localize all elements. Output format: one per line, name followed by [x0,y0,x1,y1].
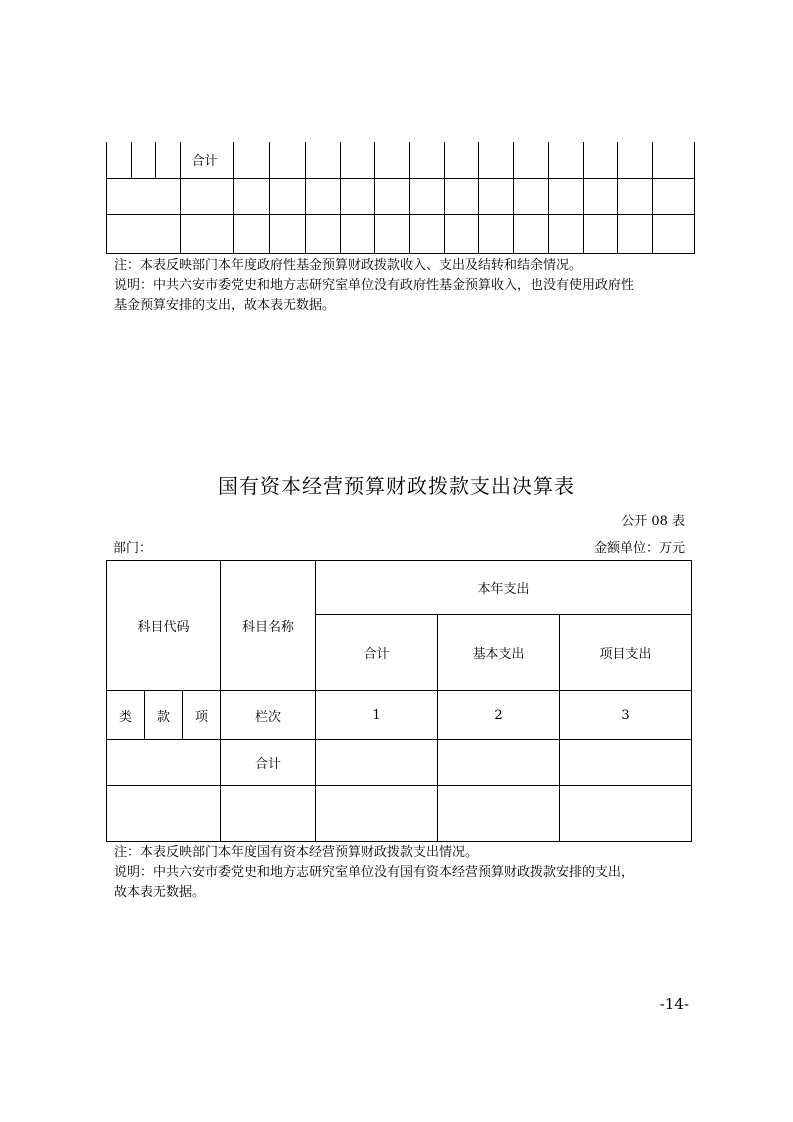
header-current-year-expense: 本年支出 [316,561,692,615]
table-desc-line1: 说明：中共六安市委党史和地方志研究室单位没有国有资本经营预算财政拨款安排的支出， [114,865,635,880]
col-3: 3 [560,691,692,740]
table-desc-line2: 故本表无数据。 [114,885,206,900]
cat-kuan: 款 [145,691,183,740]
unit-label: 金额单位：万元 [593,541,685,556]
form-code: 公开 08 表 [621,514,685,529]
prev-table-desc-line2: 基金预算安排的支出，故本表无数据。 [114,298,336,313]
header-basic-expense: 基本支出 [438,615,560,691]
total-row-label: 合计 [221,740,316,786]
table-note: 注：本表反映部门本年度国有资本经营预算财政拨款支出情况。 [114,845,479,860]
table-row [107,691,692,740]
table-row [107,740,692,786]
header-subject-code: 科目代码 [107,561,221,691]
col-1: 1 [316,691,438,740]
table-row [107,142,695,178]
col-2: 2 [438,691,560,740]
page-title: 国有资本经营预算财政拨款支出决算表 [218,474,575,498]
prev-table-note: 注：本表反映部门本年度政府性基金预算财政拨款收入、支出及结转和结余情况。 [114,258,583,273]
prev-table-desc-line1: 说明：中共六安市委党史和地方志研究室单位没有政府性基金预算收入，也没有使用政府性 [114,278,635,293]
prev-table [106,142,695,254]
column-order: 栏次 [221,691,316,740]
total-label: 合计 [181,142,233,178]
header-project-expense: 项目支出 [560,615,692,691]
cat-lei: 类 [107,691,145,740]
header-subject-name: 科目名称 [221,561,316,691]
expense-table [106,560,692,842]
dept-label: 部门： [113,541,153,556]
table-row [107,214,695,253]
cat-xiang: 项 [183,691,221,740]
table-row [107,786,692,842]
table-row [107,178,695,214]
table-header-row [107,561,692,615]
header-total: 合计 [316,615,438,691]
page-number: -14- [659,995,689,1013]
